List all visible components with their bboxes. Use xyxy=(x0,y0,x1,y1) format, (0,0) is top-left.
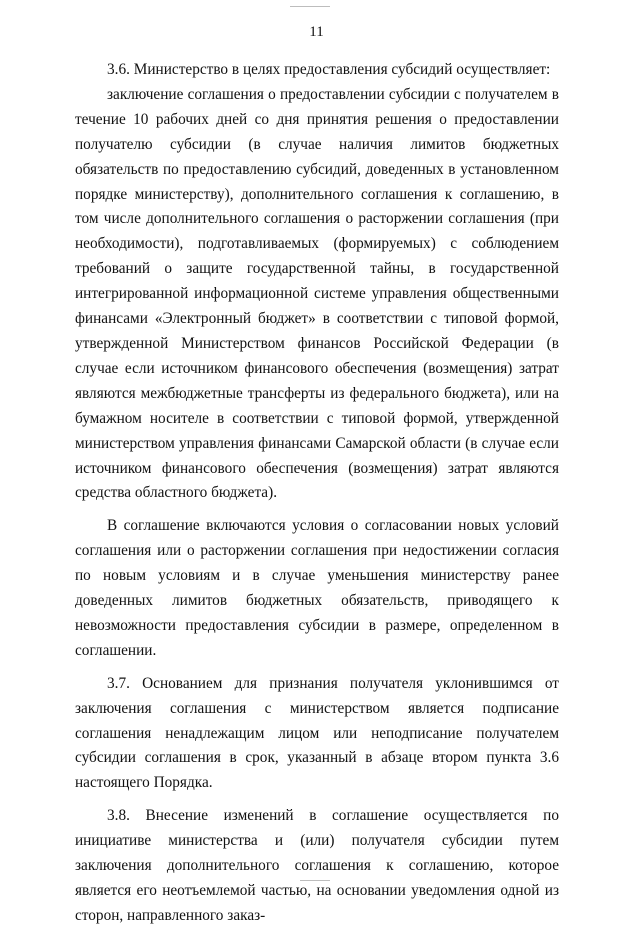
paragraph-agreement-conditions: В соглашение включаются условия о согласовании новых условий соглашения или о расторжении соглашения при недостижении согласия по новым условиям и в случае уменьшения министерству ранее доведенных лимитов бюджетных обязательств, приводящего к невозможности предоставления субсидии в размере, определенном в соглашении. xyxy=(75,517,559,659)
page-number: 11 xyxy=(309,24,324,40)
paragraph-3-6-intro: 3.6. Министерство в целях предоставления субсидий осуществляет: xyxy=(107,61,551,78)
paragraph-3-7: 3.7. Основанием для признания получателя уклонившимся от заключения соглашения с министерством является подписание соглашения ненадлежащим лицом или неподписание получателем субсидии соглашения в срок, указанный в абзаце втором пункта 3.6 настоящего Порядка. xyxy=(75,674,559,792)
scan-artifact-top xyxy=(290,6,330,7)
scan-artifact-bottom xyxy=(300,880,330,881)
paragraph-3-8: 3.8. Внесение изменений в соглашение осуществляется по инициативе министерства и (или) получателя субсидии путем заключения дополнительного соглашения к соглашению, которое является его неотъемлемой частью, на основании уведомления одной из сторон, направленного заказ- xyxy=(75,807,559,924)
paragraph-agreement-conclusion: заключение соглашения о предоставлении субсидии с получателем в течение 10 рабочих дней со дня принятия решения о предоставлении получателю субсидии (в случае наличия лимитов бюджетных обязательств по предоставлению субсидий, доведенных в установленном порядке министерству), дополнительного соглашения к соглашению, в том числе дополнительного соглашения о расторжении соглашения (при необходимости), подготавливаемых (формируемых) с соблюдением требований о защите государственной тайны, в государственной интегрированной информационной системе управления общественными финансами «Электронный бюджет» в соответствии с типовой формой, утвержденной Министерством финансов Российской Федерации (в случае если источником финансового обеспечения (возмещения) затрат являются межбюджетные трансферты из федерального бюджета), или на бумажном носителе в соответствии с типовой формой, утвержденной министерством управления финансами Самарской области (в случае если источником финансового обеспечения (возмещения) затрат являются средства областного бюджета). xyxy=(75,85,559,502)
document-body xyxy=(75,58,559,929)
